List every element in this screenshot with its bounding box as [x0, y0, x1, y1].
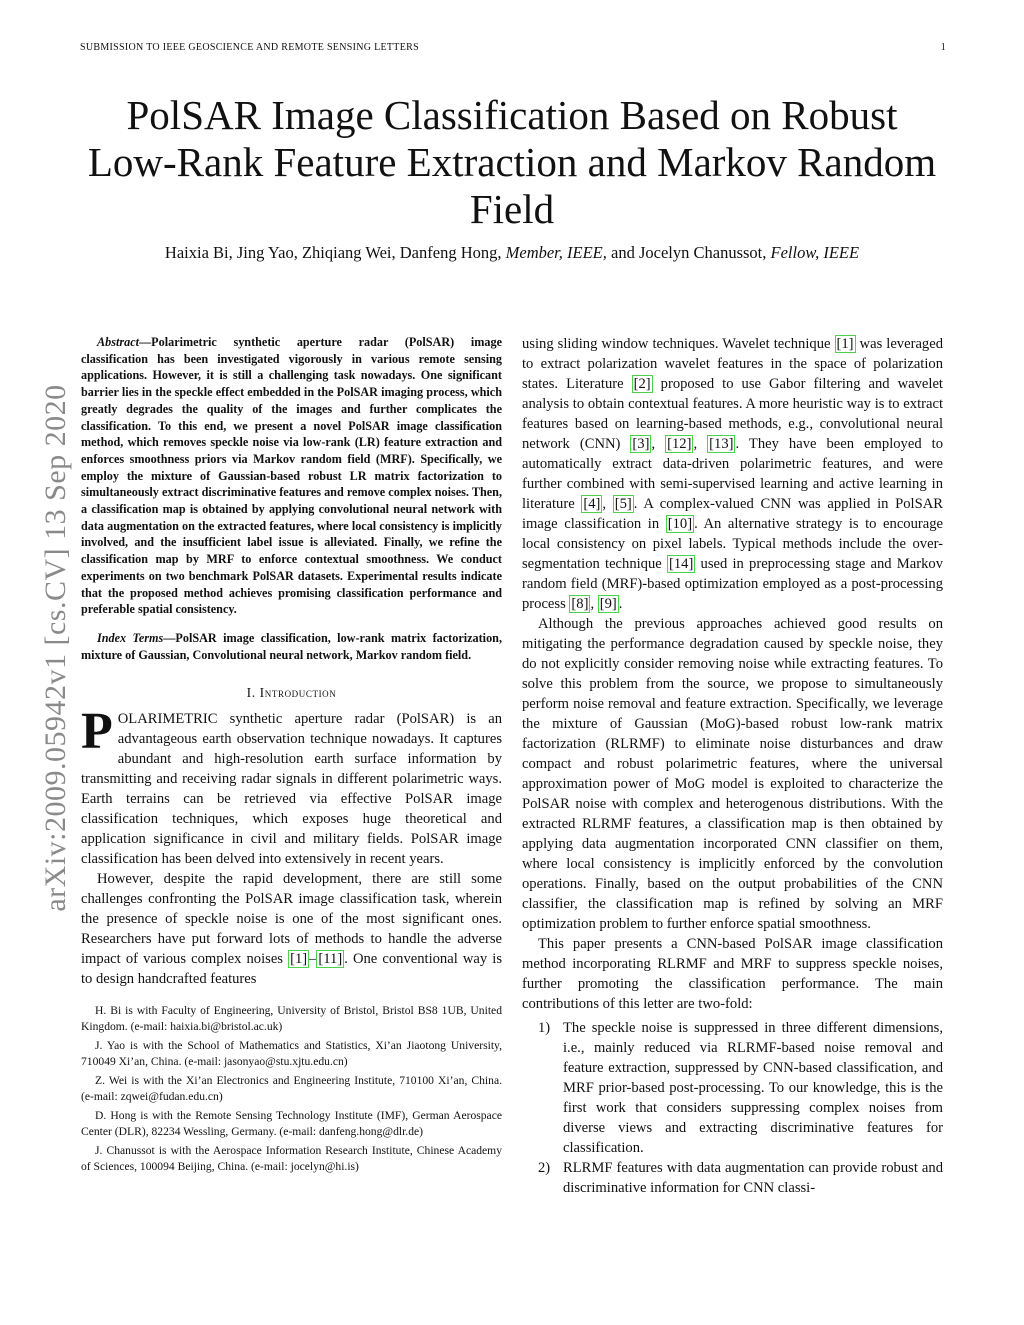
- left-column: [81, 334, 502, 1178]
- abstract: [81, 334, 502, 618]
- abstract-text: —Polarimetric synthetic aperture radar (PolSAR) image classification has been investigated vigorously in various remote sensing applications. However, it is still a challenging task nowadays. One significant barrier lies in the speckle effect embedded in the PolSAR imaging process, which greatly degrades the quality of the images and further complicates the classification. To this end, we present a novel PolSAR image classification method, which removes speckle noise via low-rank (LR) feature extraction and enforces smoothness priors via Markov random field (MRF). Specifically, we employ the mixture of Gaussian-based robust LR matrix factorization to simultaneously extract discriminative features and remove complex noises. Then, a classification map is obtained by applying convolutional neural network with data augmentation on the extracted features, where local consistency is implicitly involved, and the insufficient label issue is alleviated. Finally, we refine the classification map by MRF to enforce contextual smoothness. We conduct experiments on two benchmark PolSAR datasets. Experimental results indicate that the proposed method achieves promising classification performance and preferable spatial consistency.: [81, 335, 502, 617]
- body-text: ,: [602, 496, 613, 512]
- body-text: . An alternative strategy is to encourage local consistency on pixel labels. Typical methods include the over-segmentation technique: [522, 516, 944, 572]
- list-number: 1): [538, 1020, 551, 1036]
- footnote: J. Chanussot is with the Aerospace Information Research Institute, Chinese Academy of Sciences, 100094 Beijing, China. (e-mail: jocelyn@hi.is): [81, 1144, 502, 1173]
- body-text: .: [618, 596, 623, 612]
- footnote: J. Yao is with the School of Mathematics and Statistics, Xi’an Jiaotong University, 710049 Xi’an, China. (e-mail: jasonyao@stu.xjtu.edu.cn): [81, 1039, 502, 1068]
- body-text: ,: [693, 436, 708, 452]
- citation-link[interactable]: [9]: [599, 596, 617, 612]
- body-text: ,: [651, 436, 666, 452]
- citation-link[interactable]: [13]: [709, 436, 734, 452]
- footnote: Z. Wei is with the Xi’an Electronics and Engineering Institute, 710100 Xi’an, China. (e-mail: zqwei@fudan.edu.cn): [81, 1074, 502, 1103]
- citation-link[interactable]: [12]: [667, 436, 692, 452]
- intro-paragraph-1: [81, 703, 502, 869]
- journal-name: SUBMISSION TO IEEE GEOSCIENCE AND REMOTE SENSING LETTERS: [80, 42, 419, 53]
- citation-link[interactable]: [1]: [290, 951, 308, 968]
- section-heading-introduction: I. Introduction: [246, 685, 337, 701]
- index-terms-text: —PolSAR image classification, low-rank matrix factorization, mixture of Gaussian, Convolutional neural network, Markov random field.: [81, 630, 502, 662]
- title-line: PolSAR Image Classification Based on Robust: [126, 92, 898, 138]
- intro-paragraph-2: [81, 869, 502, 989]
- body-text: proposed to use Gabor filtering and wavelet analysis to obtain contextual features. A more heuristic way is to extract features based on learning-based methods, e.g., convolutional neural network (CNN): [522, 376, 943, 452]
- body-paragraph: Although the previous approaches achieved good results on mitigating the performance degradation caused by speckle noise, they do not explicitly consider removing noise while extracting features. To solve this problem from the source, we propose to simultaneously perform noise removal and feature extraction. Specifically, we leverage the mixture of Gaussian (MoG)-based robust low-rank matrix factorization (RLRMF) to eliminate noise disturbances and draw compact and robust polarimetric features, where the universal approximation power of MoG model is exploited to characterize the PolSAR noise with complex and heterogenous distributions. With the extracted RLRMF features, a classification map is then obtained by applying data augmentation incorporated CNN classifier on them, where local consistency is implicitly enforced by the convolution operations. Finally, based on the output probabilities of the CNN classifier, the classification map is refined by solving an MRF optimization problem to further enforce spatial smoothness.: [522, 616, 943, 932]
- intro-text: . One conventional way is to design handcrafted features: [81, 951, 503, 988]
- running-head: [80, 42, 946, 53]
- index-terms: [81, 630, 502, 663]
- body-paragraph: This paper presents a CNN-based PolSAR image classification method incorporating RLRMF and MRF to suppress speckle noises, further promoting the classification performance. The main contributions of this letter are two-fold:: [522, 936, 943, 1012]
- citation-link[interactable]: [5]: [614, 496, 632, 512]
- affiliation-footnotes: [81, 1003, 502, 1174]
- body-text: . A complex-valued CNN was applied in PolSAR image classification in: [522, 496, 943, 532]
- footnote: H. Bi is with Faculty of Engineering, University of Bristol, Bristol BS8 1UB, United Kingdom. (e-mail: haixia.bi@bristol.ac.uk): [81, 1004, 502, 1033]
- drop-cap: P: [81, 703, 113, 761]
- list-text: The speckle noise is suppressed in three different dimensions, i.e., mainly reduced via RLRMF-based noise removal and feature extraction, suppressed by CNN-based classification, and MRF prior-based post-processing. To our knowledge, this is the first work that considers suppressing complex noises from diverse views and extracting discriminative features for classification.: [563, 1020, 943, 1156]
- list-item: [522, 1018, 943, 1158]
- list-item: [522, 1158, 943, 1198]
- footnote: D. Hong is with the Remote Sensing Technology Institute (IMF), German Aerospace Center (DLR), 82234 Wessling, Germany. (e-mail: danfeng.hong@dlr.de): [81, 1109, 502, 1138]
- author-list: [60, 243, 964, 263]
- contributions-list: [522, 1018, 943, 1198]
- abstract-lead: Abstract: [97, 335, 139, 349]
- body-text: used in preprocessing stage and Markov random field (MRF)-based optimization employed as a post-processing process: [522, 556, 944, 612]
- right-column: [522, 334, 943, 1198]
- paper-title: [60, 92, 964, 233]
- page-number: 1: [940, 42, 946, 53]
- body-text: . They have been employed to automatically extract data-driven polarimetric features, and were further combined with semi-supervised learning and active learning in literature: [522, 436, 944, 512]
- intro-text: However, despite the rapid development, there are still some challenges confronting the PolSAR image classification task, wherein the presence of speckle noise is one of the most significant ones. Researchers have put forward lots of methods to handle the adverse impact of various complex noises: [81, 871, 502, 968]
- author-names: Haixia Bi, Jing Yao, Zhiqiang Wei, Danfeng Hong,: [164, 243, 506, 262]
- body-paragraph: [522, 334, 943, 614]
- citation-link[interactable]: [2]: [633, 376, 651, 392]
- index-terms-lead: Index Terms: [97, 630, 164, 645]
- intro-text: –: [309, 951, 317, 968]
- citation-link[interactable]: [1]: [836, 336, 854, 352]
- citation-link[interactable]: [14]: [668, 556, 694, 572]
- author-role: Fellow, IEEE: [770, 243, 860, 262]
- list-text: RLRMF features with data augmentation can provide robust and discriminative information for CNN classi-: [563, 1160, 943, 1196]
- intro-text: OLARIMETRIC synthetic aperture radar (PolSAR) is an advantageous earth observation technique nowadays. It captures abundant and high-resolution earth surface information by transmitting and receiving radar signals in different polarimetric ways. Earth terrains can be retrieved via effective PolSAR image classification techniques, which exposes huge theoretical and application significance in civil and military fields. PolSAR image classification has been delved into extensively in recent years.: [81, 711, 502, 868]
- list-number: 2): [538, 1160, 551, 1176]
- citation-link[interactable]: [3]: [632, 436, 650, 452]
- title-line: Low-Rank Feature Extraction and Markov Random: [87, 139, 937, 185]
- title-line: Field: [469, 186, 555, 232]
- citation-link[interactable]: [11]: [318, 951, 343, 968]
- author-names: and Jocelyn Chanussot,: [606, 243, 771, 262]
- body-text: was leveraged to extract polarization wavelet features in the space of polarization states. Literature: [522, 336, 943, 392]
- arxiv-stamp: arXiv:2009.05942v1 [cs.CV] 13 Sep 2020: [39, 384, 72, 912]
- body-text: ,: [590, 596, 598, 612]
- author-role: Member, IEEE,: [505, 243, 607, 262]
- body-text: using sliding window techniques. Wavelet technique: [522, 336, 835, 352]
- citation-link[interactable]: [10]: [667, 516, 693, 532]
- citation-link[interactable]: [4]: [583, 496, 601, 512]
- citation-link[interactable]: [8]: [571, 596, 589, 612]
